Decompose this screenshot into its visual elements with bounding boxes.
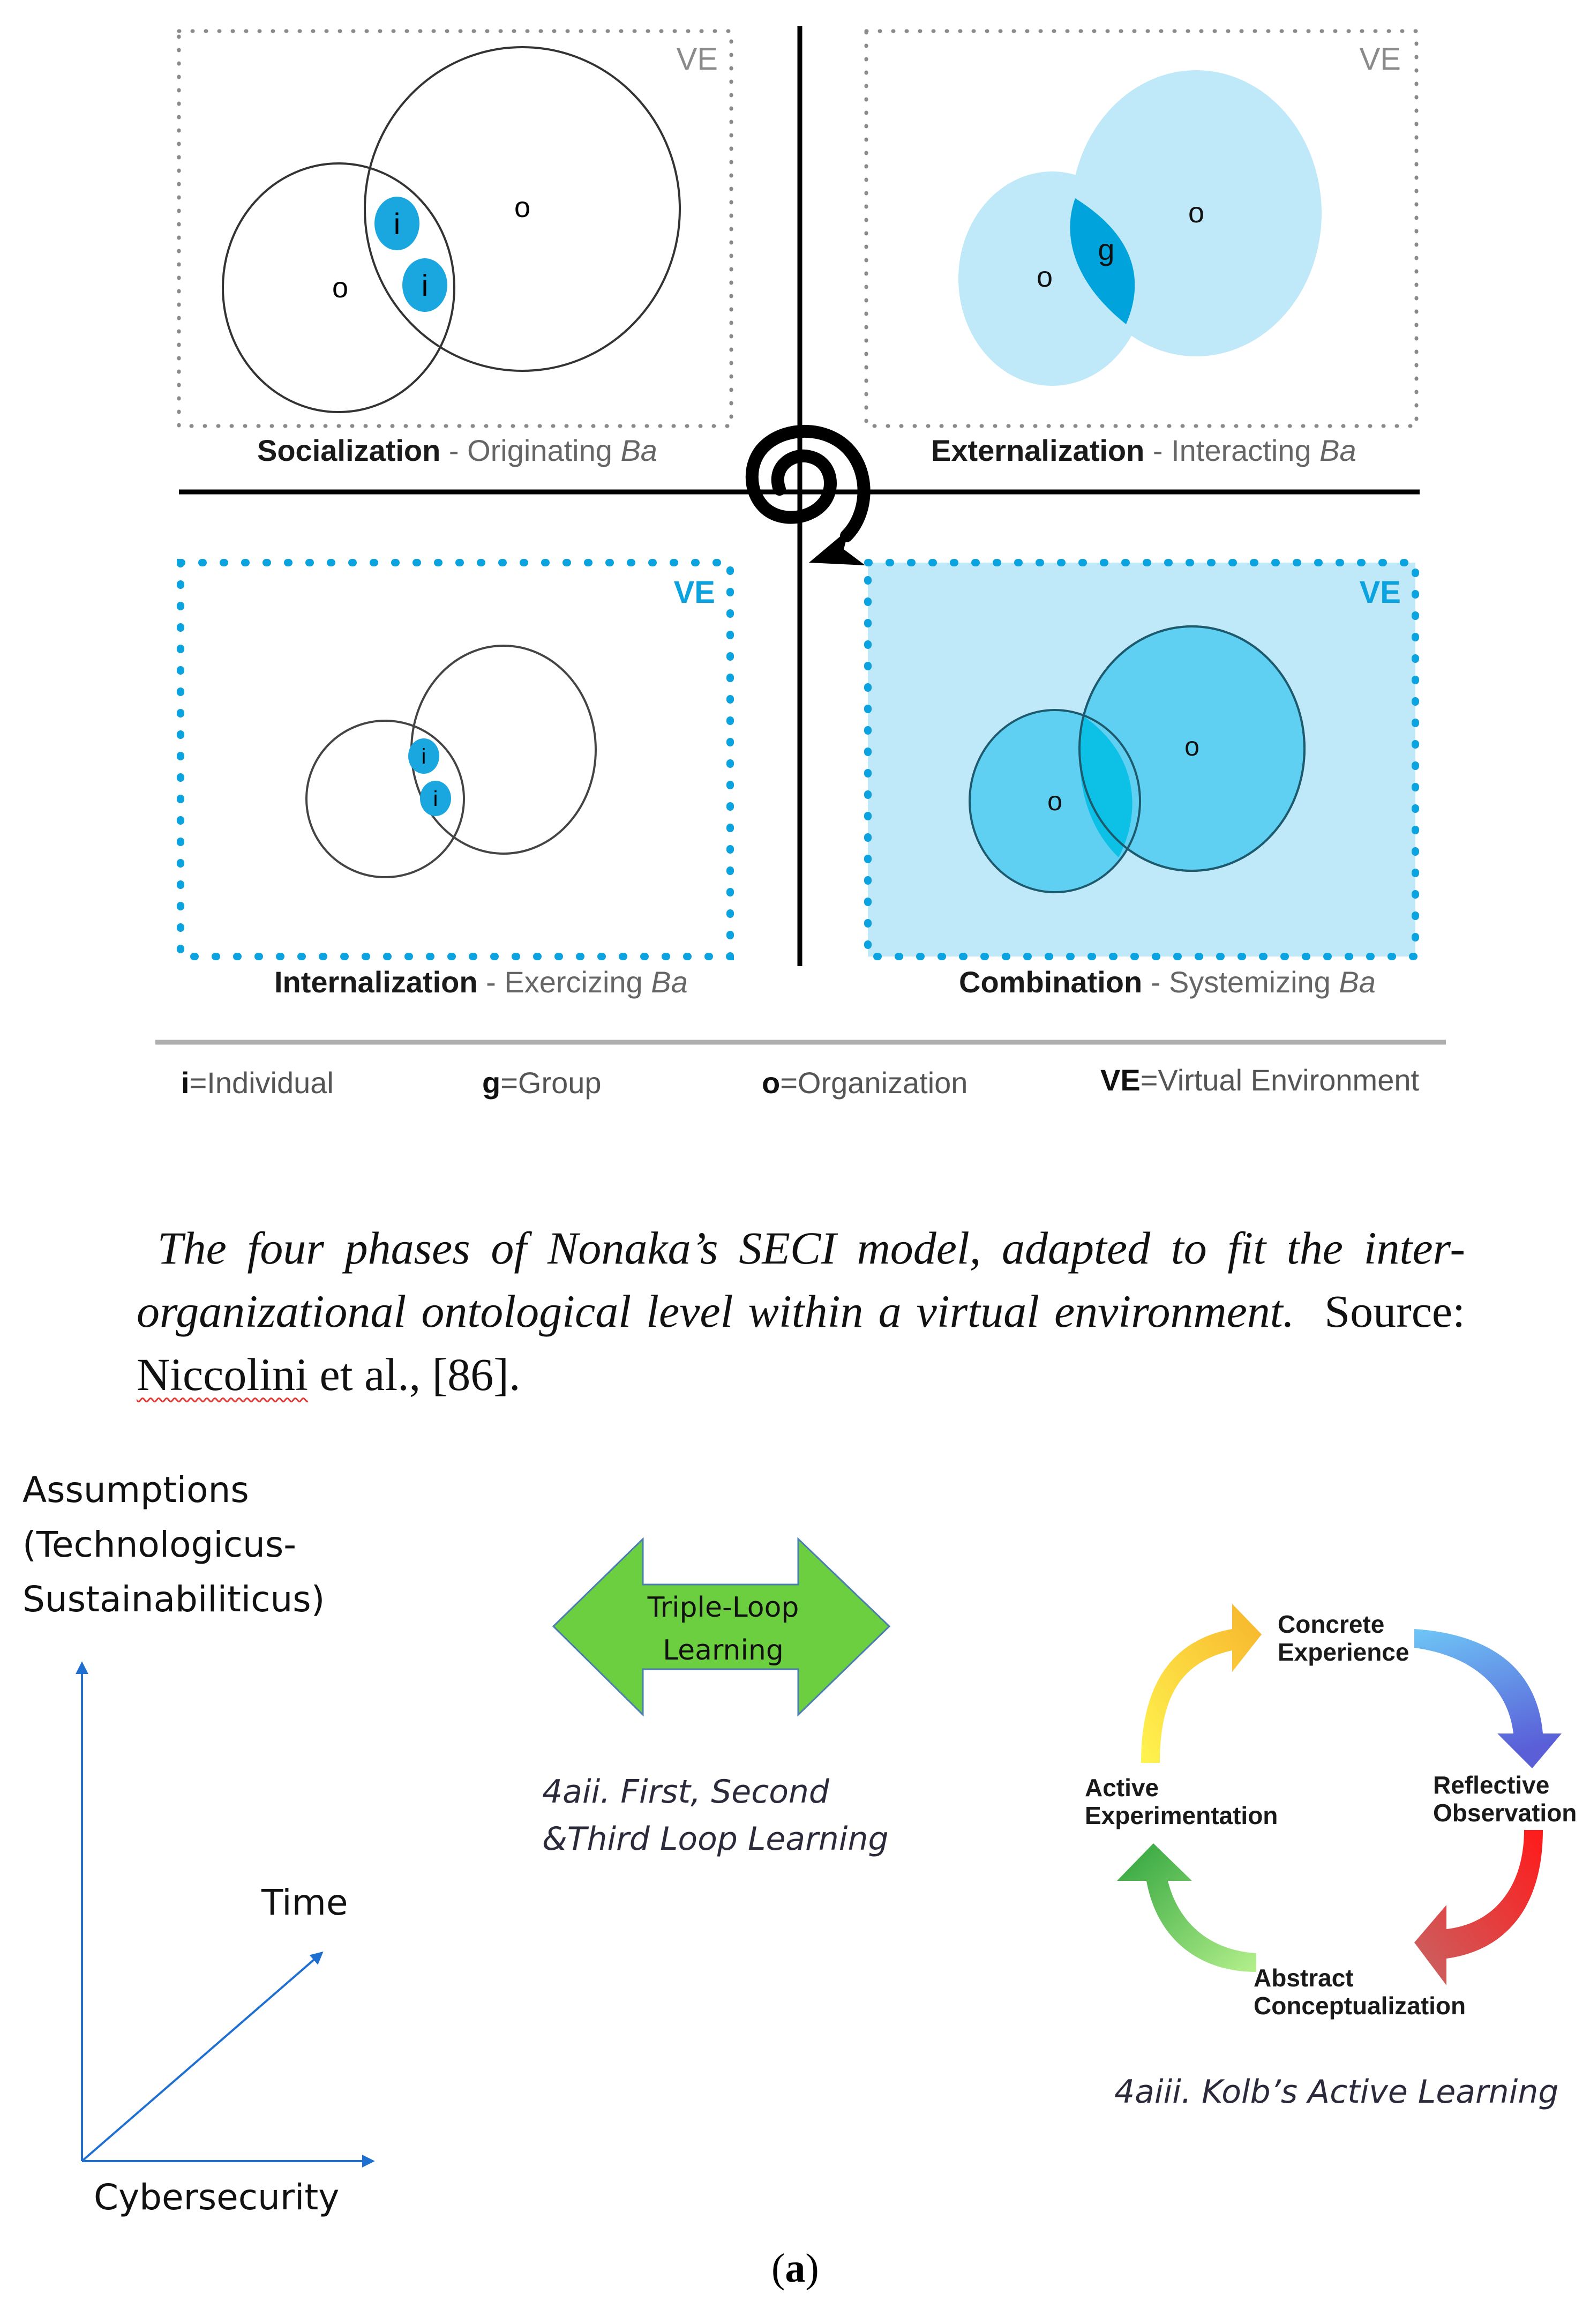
seci-diagram: [155, 26, 1446, 1100]
spiral-arrowhead-icon: [809, 529, 865, 565]
organization-label: o: [332, 272, 349, 304]
kolb-stage-line: Experience: [1278, 1638, 1409, 1666]
kolb-arrow-red-icon: [1414, 1830, 1543, 1985]
quadrant-title: Combination - Systemizing Ba: [959, 965, 1376, 999]
caption-text: The four phases of Nonaka’s SECI model, adapted to fit the inter-organizational ontological level within a virtual environment.: [137, 1222, 1466, 1337]
organization-circle: [411, 646, 596, 854]
ve-label: VE: [1359, 42, 1401, 77]
kolb-arrow-yellow-icon: [1141, 1604, 1262, 1763]
organization-label: o: [1188, 197, 1205, 229]
time-axis-label: Time: [261, 1882, 348, 1923]
quadrant-combination: [868, 563, 1415, 999]
quadrant-title: Internalization - Exercizing Ba: [274, 965, 688, 999]
kolb-stage-concrete-experience: [1278, 1610, 1409, 1666]
figure-panel-label: [771, 2245, 819, 2292]
quadrant-title: Socialization - Originating Ba: [257, 434, 657, 467]
y-axis-label: [22, 1463, 325, 1627]
ve-label: VE: [676, 42, 718, 77]
individual-label: i: [433, 787, 438, 811]
figure-caption: [137, 1216, 1465, 1406]
caption-source-prefix: Source:: [1324, 1286, 1465, 1337]
virtual-environment-border: [181, 563, 730, 956]
x-axis-label: Cybersecurity: [94, 2177, 340, 2218]
paren-close: ): [805, 2246, 819, 2291]
organization-label: o: [1184, 731, 1199, 761]
spiral-arrow-icon: [752, 431, 864, 536]
individual-label: i: [393, 207, 401, 241]
triple-loop-caption-line: 4aii. First, Second: [542, 1773, 830, 1811]
individual-label: i: [421, 268, 429, 302]
kolb-stage-line: Concrete: [1278, 1610, 1385, 1638]
triple-loop-label-line: Learning: [663, 1634, 784, 1667]
legend: [181, 1063, 1419, 1100]
y-axis-label-line: Sustainabiliticus): [22, 1579, 325, 1620]
kolb-stage-line: Abstract: [1254, 1964, 1354, 1992]
kolb-stage-abstract-conceptualization: [1254, 1964, 1466, 2020]
individual-label: i: [421, 745, 426, 768]
time-axis-arrow: [82, 1953, 321, 2161]
triple-loop-label-line: Triple-Loop: [647, 1591, 799, 1624]
kolb-stage-line: Conceptualization: [1254, 1992, 1466, 2020]
virtual-environment-border: [179, 31, 731, 426]
panel-letter: a: [785, 2246, 806, 2291]
legend-item-virtual-environment: VE=Virtual Environment: [1100, 1063, 1420, 1097]
kolb-stage-active-experimentation: [1085, 1774, 1278, 1829]
organization-label: o: [1036, 261, 1053, 293]
kolb-caption: 4aiii. Kolb’s Active Learning: [1114, 2073, 1559, 2111]
triple-loop-label: [605, 1586, 841, 1672]
quadrant-internalization: [181, 563, 730, 999]
quadrant-externalization: [866, 31, 1416, 467]
paren-open: (: [771, 2246, 785, 2291]
kolb-stage-line: Experimentation: [1085, 1802, 1278, 1829]
quadrant-title: Externalization - Interacting Ba: [931, 434, 1356, 467]
legend-item-group: g=Group: [482, 1066, 602, 1100]
triple-loop-caption-line: &Third Loop Learning: [542, 1820, 889, 1858]
kolb-arrow-blue-icon: [1414, 1629, 1562, 1768]
kolb-stage-line: Reflective: [1433, 1771, 1550, 1799]
quadrant-socialization: [179, 31, 731, 467]
kolb-stage-line: Observation: [1433, 1799, 1577, 1827]
legend-item-organization: o=Organization: [762, 1066, 968, 1100]
organization-label: o: [514, 191, 531, 223]
ve-label: VE: [673, 575, 715, 610]
kolb-arrow-green-icon: [1117, 1843, 1256, 1972]
y-axis-label-line: Assumptions: [22, 1469, 249, 1511]
organization-label: o: [1047, 786, 1062, 816]
legend-item-individual: i=Individual: [181, 1066, 334, 1100]
group-label: g: [1098, 233, 1115, 266]
kolb-stage-reflective-observation: [1433, 1771, 1577, 1827]
triple-loop-caption: [542, 1768, 889, 1863]
caption-source-rest: et al., [86].: [308, 1349, 521, 1400]
kolb-stage-line: Active: [1085, 1774, 1159, 1802]
caption-source-author: Niccolini: [137, 1349, 309, 1400]
y-axis-label-line: (Technologicus-: [22, 1524, 297, 1565]
ve-label: VE: [1359, 575, 1401, 610]
